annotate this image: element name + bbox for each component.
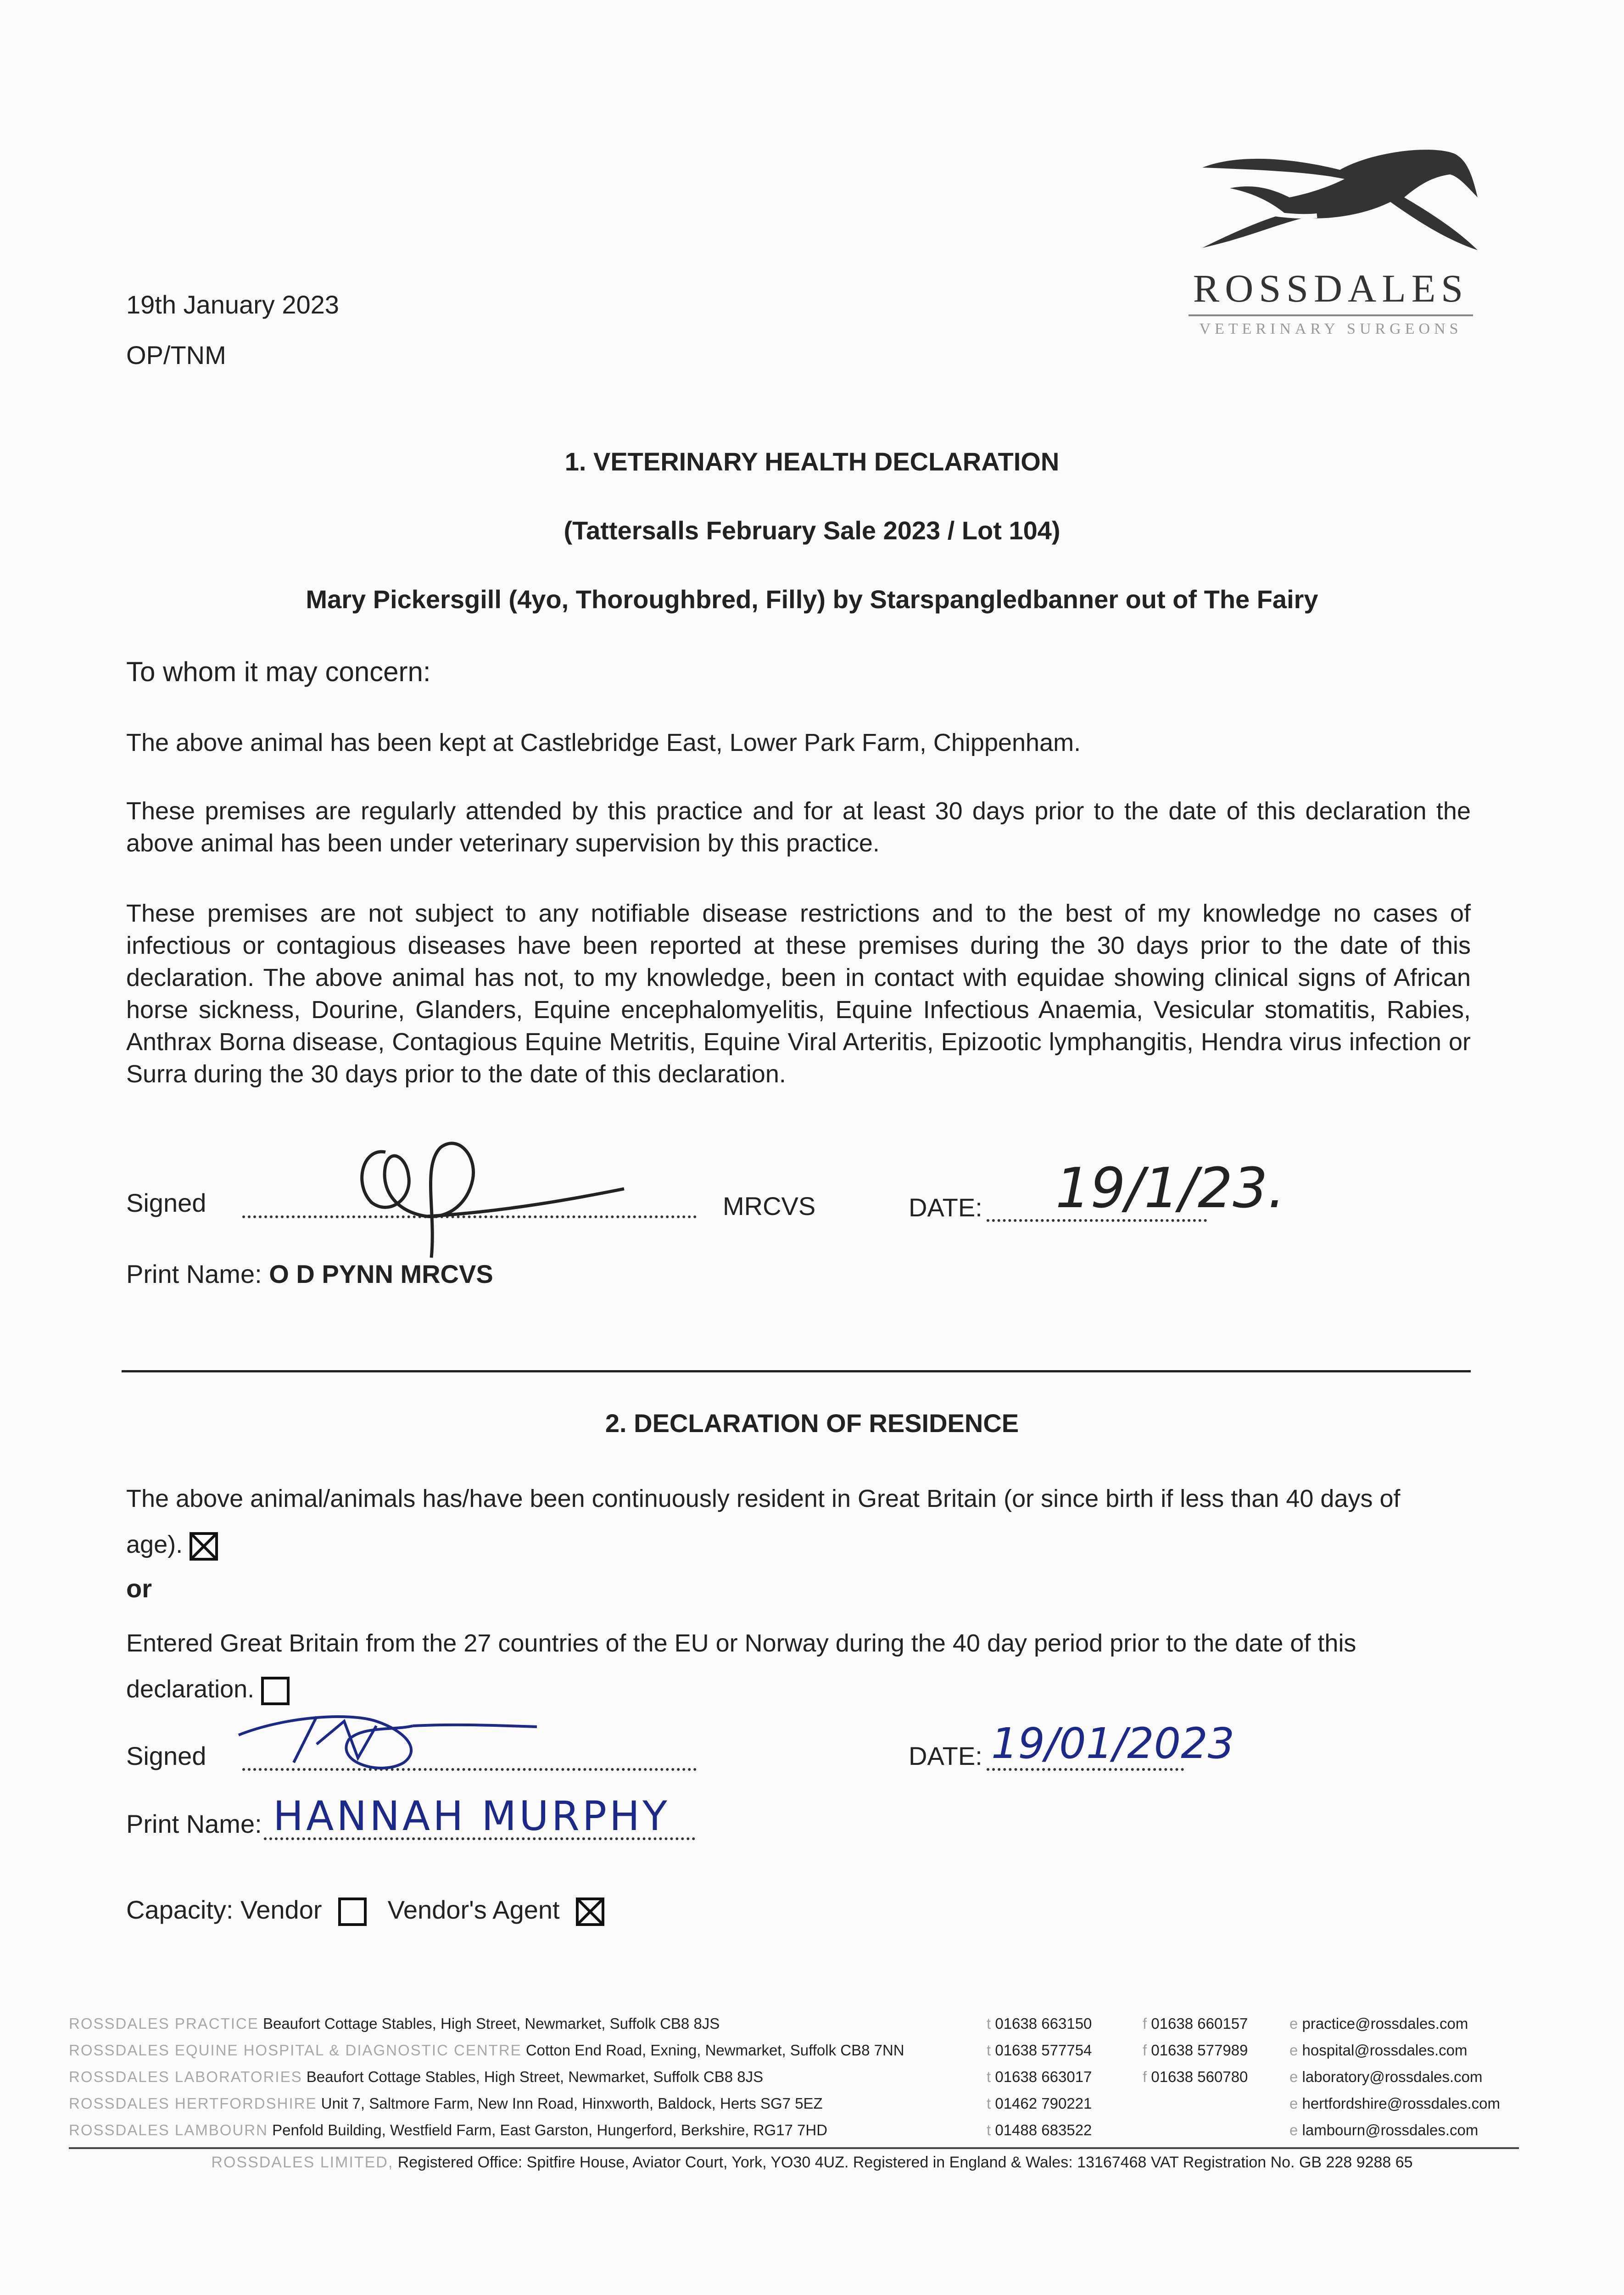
mrcvs-label: MRCVS	[723, 1192, 816, 1220]
footer-row-address: Penfold Building, Westfield Farm, East Garston, Hungerford, Berkshire, RG17 7HD	[272, 2121, 828, 2138]
footer-row-phone: 01638 663017	[995, 2068, 1092, 2085]
footer-row-label: ROSSDALES LAMBOURN	[69, 2121, 268, 2138]
vet-signed-label: Signed	[126, 1188, 206, 1217]
logo-divider	[1189, 314, 1473, 316]
agent-date-line	[987, 1768, 1184, 1771]
supervision-paragraph: These premises are regularly attended by this practice and for at least 30 days prior to the date of this declaration the above animal has been under veterinary supervision by this practice.	[126, 797, 1471, 857]
footer-row-label: ROSSDALES LABORATORIES	[69, 2068, 302, 2085]
agent-signature-icon	[229, 1698, 541, 1776]
footer-row-email[interactable]: hertfordshire@rossdales.com	[1302, 2095, 1501, 2112]
footer-row-email[interactable]: lambourn@rossdales.com	[1302, 2121, 1479, 2138]
section2-heading: 2. DECLARATION OF RESIDENCE	[605, 1409, 1019, 1438]
footer-row-email[interactable]: hospital@rossdales.com	[1302, 2042, 1468, 2059]
residence-option-1: The above animal/animals has/have been continuously resident in Great Britain (or since birth if less than 40 days of age).	[126, 1485, 1401, 1558]
disease-paragraph: These premises are not subject to any notifiable disease restrictions and to the best of my knowledge no cases of infectious or contagious diseases have been reported at these premises during the 30 days prior to the date of this declaration. The above animal has not, to my knowledge, been in contact with equidae showing clinical signs of African horse sickness, Dourine, Glanders, Equine encephalomyelitis, Equine Infectious Anaemia, Vesicular stomatitis, Rabies, Anthrax Borna disease, Contagious Equine Metritis, Equine Viral Arteritis, Epizootic lymphangitis, Hendra virus infection or Surra during the 30 days prior to the date of this declaration.	[126, 900, 1471, 1088]
vendor-checkbox[interactable]	[338, 1898, 367, 1926]
footer-row: ROSSDALES LABORATORIES Beaufort Cottage Stables, High Street, Newmarket, Suffolk CB8 8JS t 01638 663017 f 01638 560780 e laboratory@rossdales.com	[69, 2068, 1483, 2085]
vet-date-handwritten: 19/1/23.	[1055, 1157, 1285, 1220]
logo-tagline: VETERINARY SURGEONS	[1199, 320, 1462, 337]
letter-reference: OP/TNM	[126, 341, 226, 369]
footer-row-phone: 01462 790221	[995, 2095, 1092, 2112]
footer-row: ROSSDALES EQUINE HOSPITAL & DIAGNOSTIC CENTRE Cotton End Road, Exning, Newmarket, Suffolk CB8 7NN t 01638 577754 f 01638 577989 e hospital@rossdales.com	[69, 2042, 1468, 2059]
vet-print-name: O D PYNN MRCVS	[269, 1259, 493, 1288]
salutation: To whom it may concern:	[126, 656, 431, 687]
footer-row-address: Unit 7, Saltmore Farm, New Inn Road, Hinxworth, Baldock, Herts SG7 5EZ	[321, 2095, 823, 2112]
capacity-vendor-label: Capacity: Vendor	[126, 1895, 322, 1924]
registered-office	[0, 2149, 1624, 2176]
agent-date-handwritten: 19/01/2023	[991, 1719, 1235, 1768]
footer-row: ROSSDALES HERTFORDSHIRE Unit 7, Saltmore Farm, New Inn Road, Hinxworth, Baldock, Herts SG7 5EZ t 01462 790221 e hertfordshire@rossdales.com	[69, 2095, 1501, 2112]
footer-row-fax: 01638 660157	[1151, 2015, 1248, 2032]
letter-date: 19th January 2023	[126, 290, 339, 319]
footer-row-phone: 01488 683522	[995, 2121, 1092, 2138]
footer-row-fax: 01638 577989	[1151, 2042, 1248, 2059]
rossdales-logo	[1175, 133, 1487, 353]
agent-print-name-handwritten: HANNAH MURPHY	[273, 1792, 670, 1840]
footer-row-email[interactable]: practice@rossdales.com	[1302, 2015, 1468, 2032]
vet-print-name-label: Print Name:	[126, 1259, 262, 1288]
registered-company-label: ROSSDALES LIMITED,	[211, 2154, 394, 2171]
animal-details: Mary Pickersgill (4yo, Thoroughbred, Filly) by Starspangledbanner out of The Fairy	[306, 585, 1318, 614]
section-divider	[122, 1370, 1471, 1372]
residence-option-2: Entered Great Britain from the 27 countries of the EU or Norway during the 40 day period prior to the date of this declaration.	[126, 1629, 1356, 1703]
footer-row-address: Cotton End Road, Exning, Newmarket, Suffolk CB8 7NN	[525, 2042, 904, 2059]
footer-row-address: Beaufort Cottage Stables, High Street, Newmarket, Suffolk CB8 8JS	[306, 2068, 764, 2085]
footer-row-label: ROSSDALES EQUINE HOSPITAL & DIAGNOSTIC CENTRE	[69, 2042, 522, 2059]
sale-details: (Tattersalls February Sale 2023 / Lot 104)	[564, 516, 1060, 545]
footer-row-label: ROSSDALES PRACTICE	[69, 2015, 259, 2032]
footer-row: ROSSDALES PRACTICE Beaufort Cottage Stables, High Street, Newmarket, Suffolk CB8 8JS t 01638 663150 f 01638 660157 e practice@rossdales.com	[69, 2015, 1468, 2032]
footer-row-phone: 01638 663150	[995, 2015, 1092, 2032]
vendors-agent-label: Vendor's Agent	[387, 1895, 560, 1924]
agent-print-name-label: Print Name:	[126, 1809, 262, 1838]
agent-signed-label: Signed	[126, 1741, 206, 1770]
footer-row-address: Beaufort Cottage Stables, High Street, Newmarket, Suffolk CB8 8JS	[262, 2015, 720, 2032]
vet-signature-icon	[321, 1120, 642, 1276]
horse-logo-icon	[1175, 133, 1487, 271]
section1-heading: 1. VETERINARY HEALTH DECLARATION	[564, 447, 1060, 476]
vendors-agent-checkbox[interactable]	[576, 1898, 604, 1926]
footer-row-fax: 01638 560780	[1151, 2068, 1248, 2085]
footer-contacts	[69, 2010, 1537, 2144]
footer-row-label: ROSSDALES HERTFORDSHIRE	[69, 2095, 317, 2112]
premises-paragraph: The above animal has been kept at Castlebridge East, Lower Park Farm, Chippenham.	[126, 729, 1081, 756]
footer-row: ROSSDALES LAMBOURN Penfold Building, Westfield Farm, East Garston, Hungerford, Berkshire, RG17 7HD t 01488 683522 e lambourn@rossdales.com	[69, 2121, 1479, 2138]
agent-date-label: DATE:	[909, 1741, 982, 1770]
or-label: or	[126, 1574, 152, 1603]
registered-office-text: Registered Office: Spitfire House, Aviator Court, York, YO30 4UZ. Registered in England & Wales: 13167468 VAT Registration No. GB 228 9288 65	[397, 2154, 1413, 2171]
logo-name: ROSSDALES	[1193, 266, 1469, 310]
footer-row-phone: 01638 577754	[995, 2042, 1092, 2059]
residence-option-1-checkbox[interactable]	[190, 1532, 218, 1561]
footer-row-email[interactable]: laboratory@rossdales.com	[1302, 2068, 1483, 2085]
vet-date-label: DATE:	[909, 1193, 982, 1222]
